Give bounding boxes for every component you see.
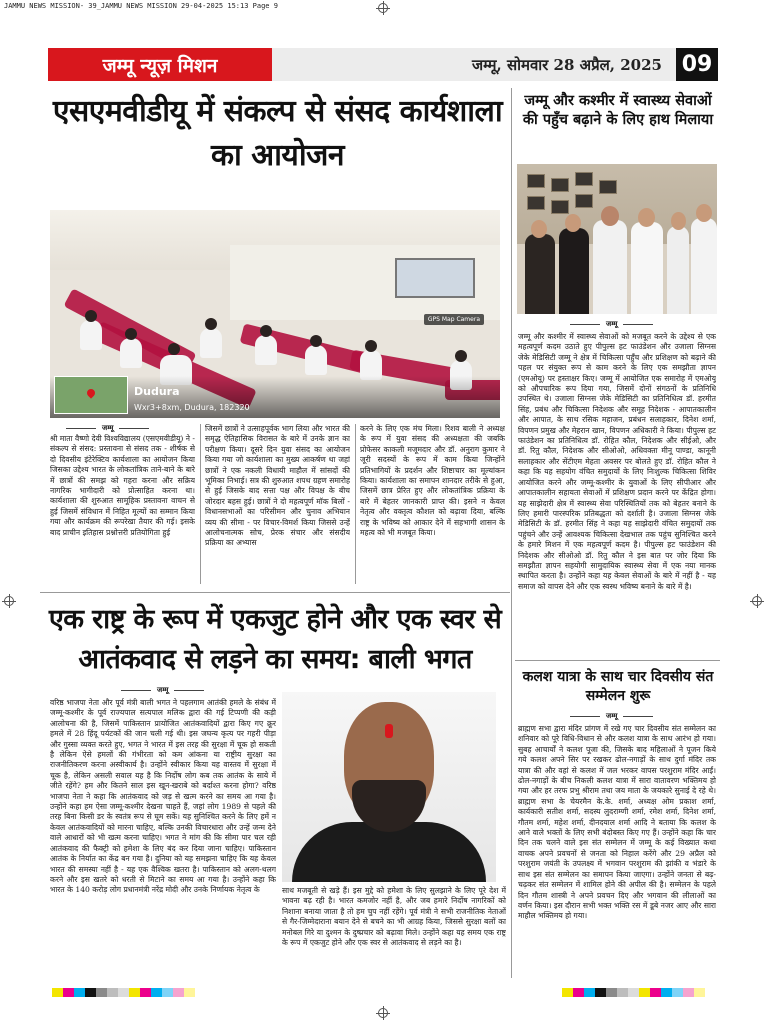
color-calibration-bar — [52, 988, 195, 997]
registration-mark-bottom — [378, 1008, 388, 1018]
story3-column-1: वरिष्ठ भाजपा नेता और पूर्व मंत्री बाली भगत ने पहलगाम आतंकी हमले के संबंध में जम्मू-कश्मीर के पूर्व राज्यपाल सत्यपाल मलिक द्वारा की गई टिप्पणी की कड़ी आलोचना की है, जिसमें पाकिस्तान प्रायोजित आतंकवादियों द्वारा किए गए क्रूर हमले में 28 हिंदू पर्यटकों की जान चली गई थी। इस जघन्य कृत्य पर गहरी पीड़ा और गुस्सा व्यक्त करते हुए, भगत ने भारत में इस तरह की सुरक्षा में चूक हो सकती है लेकिन ऐसे हमलों की गंभीरता को कम आंकना या राष्ट्रीय सुरक्षा का राजनीतिकरण करना अस्वीकार्य है। उन्होंने स्वीकार किया यह वास्तव में सुरक्षा में चूक है, लेकिन असली सवाल यह है कि निर्दोष लोग कब तक आतंक के साये में जीते रहेंगे? हम और कितने साल इस खून-खराबे को बर्दाश्त करना होगा? वरिष्ठ भाजपा नेता ने कहा कि आतंकवाद को जड़ से खत्म करने का समय आ गया है। उन्होंने कहा हम ऐसा जम्मू-कश्मीर देखना चाहते हैं, जहां लोग 1989 से पहले की तरह बिना किसी डर के स्वतंत्र रूप से घूम सकें। यह सुनिश्चित करने के लिए हमें न केवल आतंकवादियों को मारना चाहिए, बल्कि उनकी विचारधारा और उन्हें जन्म देने वाले आधारों को भी खत्म करना चाहिए। भगत ने मांग की कि सीमा पार चल रही आतंकवाद की फैक्ट्री को हमेशा के लिए बंद कर दिया जाना चाहिए। पाकिस्तान आतंक के निर्यात का केंद्र बन गया है। दुनिया को यह समझना चाहिए कि यह केवल भारत की समस्या नहीं है - यह एक वैश्विक खतरा है। पाकिस्तान को अलग-थलग करने और इस खतरे को धरती से मिटाने का समय आ गया है। उन्होंने कहा कि भारत के 140 करोड़ लोग प्रधानमंत्री नरेंद्र मोदी और उनके निर्णायक नेतृत्व के — [50, 698, 276, 895]
gps-badge: GPS Map Camera — [424, 314, 484, 325]
story3-column-2: साथ मजबूती से खड़े हैं। इस मुद्दे को हमेशा के लिए सुलझाने के लिए पूरे देश में भावना बढ़ रही है। भारत कमजोर नहीं है, और जब हमारे निर्दोष नागरिकों को निशाना बनाया जाता है तो हम चुप नहीं रहेंगे। पूर्व मंत्री ने सभी राजनीतिक नेताओं से गैर-जिम्मेदाराना बयान देने से बचने का भी आग्रह किया, जिससे सुरक्षा बलों का मनोबल गिरे या दुश्मन के दुष्प्रचार को बढ़ावा मिले। उन्होंने कहा यह समय एक राष्ट्र के रूप में एकजुट होने और एक स्वर से आतंकवाद से लड़ने का है। — [282, 886, 506, 948]
story1-photo — [50, 210, 500, 418]
story3-portrait — [282, 692, 496, 882]
map-thumbnail — [54, 376, 128, 414]
story4-headline: कलश यात्रा के साथ चार दिवसीय संत सम्मेलन शुरू — [522, 669, 714, 704]
page-number: 09 — [676, 48, 718, 81]
color-swatch — [107, 988, 118, 997]
story1-column-2: जिसमें छात्रों ने उत्साहपूर्वक भाग लिया और भारत की समृद्ध ऐतिहासिक विरासत के बारे में उनके ज्ञान का परीक्षण किया। दूसरे दिन युवा संसद का आयोजन किया गया जो कार्यशाला का मुख्य आकर्षण था जहां छात्रों ने एक नकली विधायी माहौल में सांसदों की भूमिका निभाई। सत्र की शुरुआत शपथ ग्रहण समारोह से हुई जिसके बाद सत्ता पक्ष और विपक्ष के बीच जोरदार बहस हुई। छात्रों ने दो महत्वपूर्ण मॉक बिलों - विधानसभाओं का परिसीमन और चुनाव अभियान व्यय की सीमा - पर विचार-विमर्श किया जिससे उन्हें आलोचनात्मक सोच, प्रेरक संचार और संसदीय प्रक्रिया का अभ्यास — [205, 424, 350, 548]
gps-coordinates: Wxr3+8xm, Dudura, 182320 — [134, 403, 250, 412]
story3-byline: जम्मू — [157, 686, 169, 694]
color-swatch — [639, 988, 650, 997]
color-swatch — [129, 988, 140, 997]
color-swatch — [63, 988, 74, 997]
color-swatch — [606, 988, 617, 997]
color-swatch — [173, 988, 184, 997]
color-swatch — [672, 988, 683, 997]
color-swatch — [96, 988, 107, 997]
section-rule — [40, 592, 510, 593]
color-swatch — [573, 988, 584, 997]
story2-byline: जम्मू — [606, 320, 618, 328]
color-swatch — [74, 988, 85, 997]
story1-column-1: श्री माता वैष्णो देवी विश्वविद्यालय (एसएमवीडीयू) ने - संकल्प से संसद: प्रस्तावना से संसद तक - शीर्षक से दो दिवसीय इंटेरेक्टिव कार्यशाला का आयोजन किया जिसका उद्देश्य भारत के लोकतांत्रिक ताने-बाने के बारे में छात्रों की समझ को गहरा करना और सक्रिय नागरिक भागीदारी को प्रोत्साहित करना था। कार्यशाला की शुरुआत सामूहिक प्रस्तावना वाचन से हुई जिसमें संविधान में निहित मूल्यों का सम्मान किया गया और कार्यक्रम की रूपरेखा तैयार की गई। इसके बाद प्राचीन इतिहास प्रश्नोत्तरी प्रतियोगिता हुई — [50, 434, 195, 537]
registration-mark-right — [752, 596, 762, 606]
color-swatch — [52, 988, 63, 997]
color-swatch — [617, 988, 628, 997]
dateline: जम्मू, सोमवार 28 अप्रैल, 2025 — [272, 48, 676, 81]
column-rule — [355, 424, 356, 584]
color-swatch — [694, 988, 705, 997]
color-swatch — [562, 988, 573, 997]
color-swatch — [184, 988, 195, 997]
story2-photo — [517, 164, 717, 314]
color-swatch — [595, 988, 606, 997]
gps-place: Dudura — [134, 385, 180, 398]
registration-mark-top — [378, 3, 388, 13]
story2-headline: जम्मू और कश्मीर में स्वास्थ्य सेवाओं की पहुँच बढ़ाने के लिए हाथ मिलाया — [522, 93, 714, 128]
story4-body: ब्राह्मण सभा द्वारा मंदिर प्रांगण में रखे गए चार दिवसीय संत सम्मेलन का शनिवार को पूरे विधि-विधान से और कलश यात्रा के साथ आरंभ हो गया। सुबह आचार्यों ने कलश पूजा की, जिसके बाद महिलाओं ने पूजन किये गये कलश अपने सिर पर रखकर ढोल-नगाड़ों के साथ दुर्गा मंदिर तक यात्रा की और वहां से कलश में जल भरकर वापस परशुराम मंदिर आईं। ढोल-नगाड़ों के बीच निकली कलश यात्रा में सारा वातावरण भक्तिमय हो गया और हर तरफ प्रभु श्रीराम तथा जय माता के जयकारे सुनाई दे रहे थे। ब्राह्मण सभा के चेयरमैन के.के. शर्मा, अध्यक्ष ओम प्रकाश शर्मा, कार्यकारी सतीश शर्मा, सदस्य लुदराम्णी शर्मा, रमेश शर्मा, दिनेश शर्मा, गौतम शर्मा, महेश शर्मा, दीनदयाल शर्मा आदि ने बताया कि कलश के आने वाले भक्तों के लिए सभी बंदोबस्त किए गए हैं। उन्होंने कहा कि चार दिन तक चलने वाले इस संत सम्मेलन में जम्मू के कई विख्यात कथा वाचक अपने प्रवचनों से जनता को निहाल करेंगे और 29 अप्रैल को परशुराम जयंती के उपलक्ष्य में भगवान परशुराम की झांकी व भंडारे के साथ इस संत सम्मेलन का समापन किया जाएगा। उन्होंने जनता से बढ़-चढ़कर संत सम्मेलन में शामिल होने की अपील की है। सम्मेलन के पहले दिन गौतम शास्त्री ने अपने प्रवचन दिए और भगवान की लीलाओं का वर्णन किया। इस दौरान सभी भक्त भक्ति रस में डूबे नजर आए और सारा माहौल भक्तिमय हो गया। — [518, 724, 716, 921]
masthead: जम्मू न्यूज़ मिशन — [48, 48, 272, 81]
page-header — [48, 48, 718, 81]
color-swatch — [650, 988, 661, 997]
story4-byline: जम्मू — [606, 712, 618, 720]
color-swatch — [85, 988, 96, 997]
color-calibration-bar — [562, 988, 705, 997]
color-swatch — [151, 988, 162, 997]
section-rule — [515, 660, 720, 661]
color-swatch — [118, 988, 129, 997]
print-slug: JAMMU NEWS MISSION- 39_JAMMU NEWS MISSION 29-04-2025 15:13 Page 9 — [4, 2, 278, 10]
color-swatch — [584, 988, 595, 997]
color-swatch — [628, 988, 639, 997]
story2-body: जम्मू और कश्मीर में स्वास्थ्य सेवाओं को मजबूत करने के उद्देश्य से एक महत्वपूर्ण कदम उठाते हुए पीपुल्स हट फाउंडेशन और उजाला सिग्नस जेके मेडिसिटी जम्मू ने क्षेत्र में चिकित्सा पहुँच और प्रशिक्षण को बढ़ाने की पहल पर संयुक्त रूप से काम करने के लिए एक समझौता ज्ञापन (एमओयू) पर हस्ताक्षर किए। जम्मू में आयोजित एक समारोह में एमओयू को औपचारिक रूप दिया गया, जिसमें दोनों संगठनों के प्रतिनिधि उपस्थित थे। उजाला सिग्नस जेके मेडिसिटी का प्रतिनिधित्व डॉ. हरमीत सिंह, प्रबंध और चिकित्सा निदेशक और समूह निदेशक - आपातकालीन और आपात, के साथ रसिक महाजन, प्रबंधन सलाहकार, दिनेश शर्मा, विपणन प्रमुख और मेहरान खान, विपणन अधिकारी ने किया। पीपुल्स हट फाउंडेशन का प्रतिनिधित्व डॉ. रोहित कौल, निदेशक और सीईओ, और डॉ. रितु कौल, निदेशक और सीओओ, अधिवक्ता मीनू पाण्डा, कानूनी सलाहकार और सेंटीएम मेहता अवसर पर बोलते हुए डॉ. रोहित कौल ने कहा कि यह सहयोग वंचित समुदायों के लिए निःशुल्क चिकित्सा शिविर आयोजित करने और जम्मू-कश्मीर के युवाओं के लिए सीपीआर और आपातकालीन सहायता सेवाओं में प्रशिक्षण प्रदान करने पर केंद्रित होगा। यह साझेदारी क्षेत्र में स्वास्थ्य सेवा परिस्थितियों तक को बेहतर बनाने के लिए हमारी पारस्परिक प्रतिबद्धता को दर्शाती है। उजाला सिग्नस जेके मेडिसिटी के डॉ. हरमीत सिंह ने कहा यह साझेदारी वंचित समुदायों तक पहुंचने और उन्हें आवश्यक चिकित्सा देखभाल तक पहुंच सुनिश्चित करने के हमारे मिशन में एक महत्वपूर्ण कदम है। पीपुल्स हट फाउंडेशन की निदेशक और सीओओ डॉ. रितु कौल ने इस बात पर जोर दिया कि समझौता ज्ञापन सहयोगी सामुदायिक स्वास्थ्य सेवा में एक नया मानक स्थापित करता है। उन्होंने कहा यह केवल सेवाओं के बारे में नहीं है - यह समाज को वापस देने और एक स्वस्थ भविष्य बनाने के बारे में है। — [518, 332, 716, 591]
color-swatch — [661, 988, 672, 997]
gps-overlay — [50, 316, 500, 418]
section-rule — [511, 88, 512, 978]
color-swatch — [162, 988, 173, 997]
story3-headline: एक राष्ट्र के रूप में एकजुट होने और एक स्वर से आतंकवाद से लड़ने का समय: बाली भगत — [48, 604, 502, 675]
column-rule — [200, 424, 201, 584]
story1-column-3: करने के लिए एक मंच मिला। रिशव बाली ने अध्यक्ष के रूप में युवा संसद की अध्यक्षता की जबकि प्रोफेसर काकली मजूमदार और डॉ. अनुराग कुमार ने जूरी सदस्यों के रूप में काम किया जिन्होंने प्रतिभागियों के प्रदर्शन और शिष्टाचार का मूल्यांकन किया। कार्यशाला का समापन शानदार तरीके से हुआ, जिसमें छात्र प्रेरित हुए और लोकतांत्रिक प्रक्रिया के बारे में बेहतर जानकारी प्राप्त की। इसने न केवल नेतृत्व और वक्तृत्व कौशल को बढ़ावा दिया, बल्कि राष्ट्र के भविष्य को आकार देने में सहभागी शासन के महत्व को भी मजबूत किया। — [360, 424, 505, 538]
color-swatch — [683, 988, 694, 997]
story1-headline: एसएमवीडीयू में संकल्प से संसद कार्यशाला का आयोजन — [52, 94, 503, 173]
story1-byline: जम्मू — [102, 424, 114, 432]
color-swatch — [140, 988, 151, 997]
registration-mark-left — [4, 596, 14, 606]
